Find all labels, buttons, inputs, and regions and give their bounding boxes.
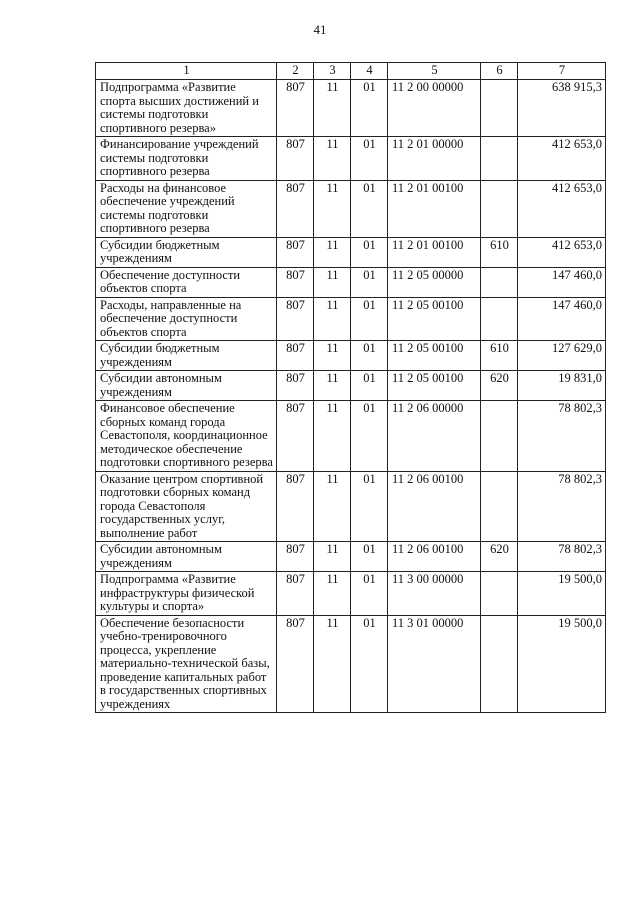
row-section: 11 xyxy=(314,137,351,181)
row-subsection: 01 xyxy=(351,401,388,472)
row-amount: 638 915,3 xyxy=(518,80,606,137)
row-name: Подпрограмма «Развитие инфраструктуры физической культуры и спорта» xyxy=(96,572,277,616)
row-section: 11 xyxy=(314,267,351,297)
row-subsection: 01 xyxy=(351,267,388,297)
table-row xyxy=(96,180,606,237)
row-expense-type xyxy=(481,267,518,297)
row-section: 11 xyxy=(314,542,351,572)
row-grbs: 807 xyxy=(277,297,314,341)
row-grbs: 807 xyxy=(277,80,314,137)
row-expense-type: 610 xyxy=(481,341,518,371)
table-row xyxy=(96,297,606,341)
row-amount: 147 460,0 xyxy=(518,297,606,341)
row-expense-type xyxy=(481,80,518,137)
row-amount: 412 653,0 xyxy=(518,180,606,237)
row-name: Финансовое обеспечение сборных команд города Севастополя, координационное методическое обеспечение подготовки спортивного резерва xyxy=(96,401,277,472)
header-col-3: 3 xyxy=(314,63,351,80)
row-subsection: 01 xyxy=(351,572,388,616)
row-name: Расходы на финансовое обеспечение учреждений системы подготовки спортивного резерва xyxy=(96,180,277,237)
row-amount: 127 629,0 xyxy=(518,341,606,371)
row-subsection: 01 xyxy=(351,471,388,542)
row-expense-type: 610 xyxy=(481,237,518,267)
row-subsection: 01 xyxy=(351,80,388,137)
row-expense-type: 620 xyxy=(481,542,518,572)
row-grbs: 807 xyxy=(277,371,314,401)
row-grbs: 807 xyxy=(277,180,314,237)
row-amount: 412 653,0 xyxy=(518,237,606,267)
table-row xyxy=(96,341,606,371)
row-amount: 78 802,3 xyxy=(518,471,606,542)
row-name: Субсидии бюджетным учреждениям xyxy=(96,237,277,267)
row-subsection: 01 xyxy=(351,237,388,267)
row-subsection: 01 xyxy=(351,615,388,713)
row-section: 11 xyxy=(314,180,351,237)
table-row xyxy=(96,267,606,297)
row-expense-type xyxy=(481,572,518,616)
row-grbs: 807 xyxy=(277,237,314,267)
row-expense-type xyxy=(481,401,518,472)
row-name: Обеспечение безопасности учебно-тренировочного процесса, укрепление материально-технической базы, проведение капитальных работ в государственных спортивных учреждениях xyxy=(96,615,277,713)
row-target-code: 11 2 01 00100 xyxy=(388,237,481,267)
table-row xyxy=(96,371,606,401)
row-expense-type: 620 xyxy=(481,371,518,401)
row-section: 11 xyxy=(314,471,351,542)
row-name: Оказание центром спортивной подготовки сборных команд города Севастополя государственных услуг, выполнение работ xyxy=(96,471,277,542)
row-grbs: 807 xyxy=(277,341,314,371)
row-target-code: 11 2 05 00100 xyxy=(388,297,481,341)
row-expense-type xyxy=(481,297,518,341)
row-subsection: 01 xyxy=(351,371,388,401)
table-row xyxy=(96,615,606,713)
row-grbs: 807 xyxy=(277,615,314,713)
table-row xyxy=(96,471,606,542)
row-amount: 147 460,0 xyxy=(518,267,606,297)
row-amount: 412 653,0 xyxy=(518,137,606,181)
row-grbs: 807 xyxy=(277,471,314,542)
row-target-code: 11 2 05 00000 xyxy=(388,267,481,297)
row-grbs: 807 xyxy=(277,572,314,616)
row-name: Субсидии бюджетным учреждениям xyxy=(96,341,277,371)
row-expense-type xyxy=(481,471,518,542)
table-row xyxy=(96,401,606,472)
row-target-code: 11 2 01 00100 xyxy=(388,180,481,237)
row-amount: 19 500,0 xyxy=(518,572,606,616)
row-expense-type xyxy=(481,180,518,237)
header-col-5: 5 xyxy=(388,63,481,80)
header-col-6: 6 xyxy=(481,63,518,80)
row-section: 11 xyxy=(314,371,351,401)
row-section: 11 xyxy=(314,80,351,137)
row-expense-type xyxy=(481,615,518,713)
row-expense-type xyxy=(481,137,518,181)
row-target-code: 11 2 05 00100 xyxy=(388,371,481,401)
row-subsection: 01 xyxy=(351,137,388,181)
page-number: 41 xyxy=(313,22,327,37)
table-row xyxy=(96,80,606,137)
row-section: 11 xyxy=(314,237,351,267)
table-row xyxy=(96,542,606,572)
table-row xyxy=(96,572,606,616)
row-grbs: 807 xyxy=(277,137,314,181)
row-amount: 19 831,0 xyxy=(518,371,606,401)
row-subsection: 01 xyxy=(351,542,388,572)
header-col-2: 2 xyxy=(277,63,314,80)
budget-table xyxy=(95,62,606,713)
header-col-7: 7 xyxy=(518,63,606,80)
row-section: 11 xyxy=(314,615,351,713)
row-section: 11 xyxy=(314,297,351,341)
row-target-code: 11 3 00 00000 xyxy=(388,572,481,616)
row-grbs: 807 xyxy=(277,542,314,572)
row-amount: 19 500,0 xyxy=(518,615,606,713)
row-target-code: 11 2 00 00000 xyxy=(388,80,481,137)
row-grbs: 807 xyxy=(277,267,314,297)
row-target-code: 11 2 06 00100 xyxy=(388,471,481,542)
row-section: 11 xyxy=(314,401,351,472)
row-name: Субсидии автономным учреждениям xyxy=(96,371,277,401)
row-name: Субсидии автономным учреждениям xyxy=(96,542,277,572)
header-col-1: 1 xyxy=(96,63,277,80)
row-name: Расходы, направленные на обеспечение доступности объектов спорта xyxy=(96,297,277,341)
header-row xyxy=(96,63,606,80)
row-target-code: 11 3 01 00000 xyxy=(388,615,481,713)
row-subsection: 01 xyxy=(351,180,388,237)
row-target-code: 11 2 01 00000 xyxy=(388,137,481,181)
row-target-code: 11 2 06 00000 xyxy=(388,401,481,472)
row-amount: 78 802,3 xyxy=(518,401,606,472)
row-name: Финансирование учреждений системы подготовки спортивного резерва xyxy=(96,137,277,181)
row-subsection: 01 xyxy=(351,297,388,341)
row-target-code: 11 2 06 00100 xyxy=(388,542,481,572)
row-name: Обеспечение доступности объектов спорта xyxy=(96,267,277,297)
row-subsection: 01 xyxy=(351,341,388,371)
row-grbs: 807 xyxy=(277,401,314,472)
row-target-code: 11 2 05 00100 xyxy=(388,341,481,371)
row-section: 11 xyxy=(314,572,351,616)
row-section: 11 xyxy=(314,341,351,371)
row-name: Подпрограмма «Развитие спорта высших достижений и системы подготовки спортивного резерва» xyxy=(96,80,277,137)
table-row xyxy=(96,237,606,267)
row-amount: 78 802,3 xyxy=(518,542,606,572)
header-col-4: 4 xyxy=(351,63,388,80)
table-row xyxy=(96,137,606,181)
